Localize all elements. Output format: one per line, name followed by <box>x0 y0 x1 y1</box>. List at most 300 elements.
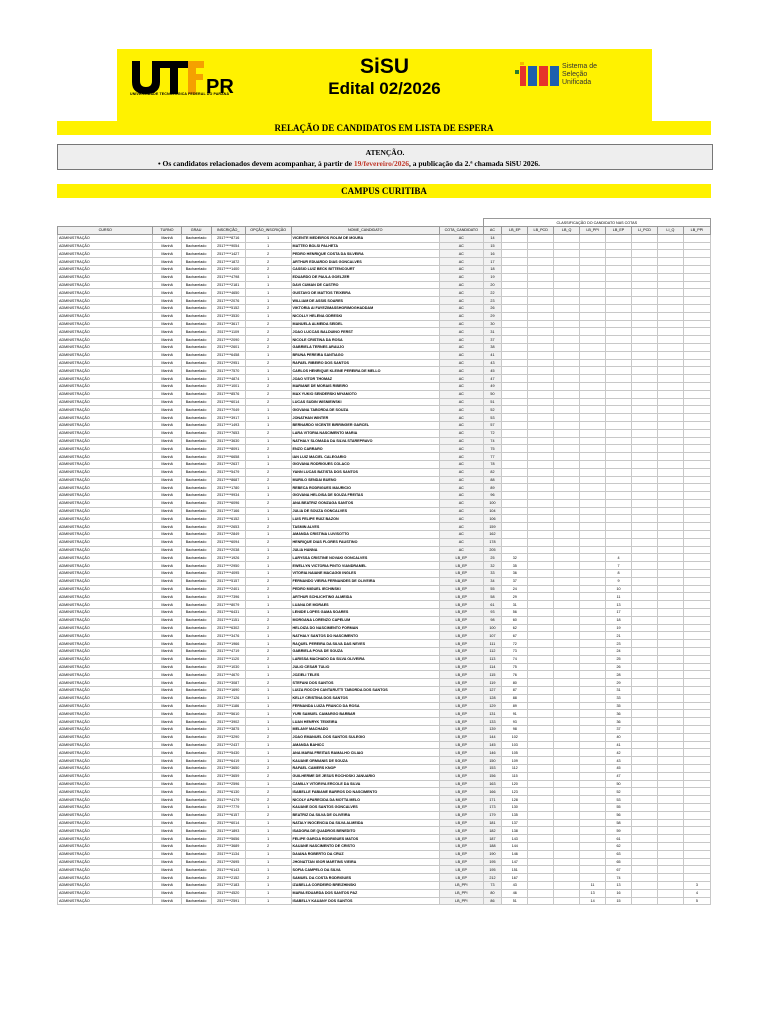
table-cell <box>528 679 554 687</box>
table-cell: 13 <box>606 601 632 609</box>
table-cell <box>657 460 683 468</box>
table-cell: Bacharelado <box>181 811 211 819</box>
table-cell: Bacharelado <box>181 827 211 835</box>
table-cell <box>580 320 606 328</box>
table-cell <box>606 367 632 375</box>
table-cell: 115 <box>483 671 502 679</box>
table-cell <box>606 460 632 468</box>
table-cell: Manhã <box>153 515 181 523</box>
table-cell: Bacharelado <box>181 492 211 500</box>
table-cell <box>528 687 554 695</box>
table-cell <box>528 281 554 289</box>
table-row <box>58 453 711 461</box>
table-row <box>58 468 711 476</box>
table-cell <box>631 523 657 531</box>
table-cell <box>528 694 554 702</box>
table-cell <box>683 694 710 702</box>
table-cell: AC <box>439 390 483 398</box>
table-cell: Manhã <box>153 336 181 344</box>
table-cell <box>554 507 580 515</box>
table-cell <box>502 304 528 312</box>
table-cell <box>683 359 710 367</box>
table-cell: 1 <box>245 819 291 827</box>
table-cell <box>683 281 710 289</box>
table-row <box>58 289 711 297</box>
table-cell: Bacharelado <box>181 297 211 305</box>
table-cell: 2517****3476 <box>211 632 245 640</box>
table-cell <box>554 796 580 804</box>
table-cell: Manhã <box>153 772 181 780</box>
table-cell <box>528 897 554 905</box>
table-cell: 1 <box>245 749 291 757</box>
table-cell: 50 <box>483 390 502 398</box>
table-cell: ADMINISTRAÇÃO <box>58 265 153 273</box>
table-cell <box>554 297 580 305</box>
table-cell: 37 <box>502 577 528 585</box>
table-cell <box>528 780 554 788</box>
table-cell: 14 <box>580 897 606 905</box>
table-cell: Bacharelado <box>181 648 211 656</box>
table-cell <box>528 593 554 601</box>
table-cell: 178 <box>483 538 502 546</box>
table-cell: AC <box>439 460 483 468</box>
table-cell: 58 <box>483 593 502 601</box>
table-row <box>58 679 711 687</box>
table-cell: Manhã <box>153 320 181 328</box>
table-cell <box>554 304 580 312</box>
column-header: LB_PPI <box>580 227 606 235</box>
table-cell: 24 <box>606 648 632 656</box>
column-header: LI_PCD <box>631 227 657 235</box>
table-cell: 3 <box>683 881 710 889</box>
table-cell <box>528 585 554 593</box>
table-cell <box>580 687 606 695</box>
table-cell <box>528 601 554 609</box>
table-cell <box>631 897 657 905</box>
table-cell: 41 <box>606 741 632 749</box>
table-cell <box>657 609 683 617</box>
table-cell: Manhã <box>153 741 181 749</box>
table-cell: LB_EP <box>439 718 483 726</box>
table-cell <box>683 577 710 585</box>
table-cell: Bacharelado <box>181 616 211 624</box>
table-cell <box>683 538 710 546</box>
table-cell: AC <box>439 414 483 422</box>
table-row <box>58 343 711 351</box>
table-cell: Manhã <box>153 562 181 570</box>
table-cell: LB_PPI <box>439 889 483 897</box>
table-cell <box>631 382 657 390</box>
table-cell: 1 <box>245 507 291 515</box>
table-cell: 167 <box>502 874 528 882</box>
table-cell: Bacharelado <box>181 889 211 897</box>
table-cell: ADMINISTRAÇÃO <box>58 687 153 695</box>
table-cell <box>580 640 606 648</box>
table-cell: Bacharelado <box>181 562 211 570</box>
table-cell <box>631 429 657 437</box>
table-cell: 133 <box>483 718 502 726</box>
table-cell: 75 <box>502 663 528 671</box>
table-row <box>58 515 711 523</box>
table-cell <box>580 694 606 702</box>
table-cell: Bacharelado <box>181 312 211 320</box>
table-cell <box>657 881 683 889</box>
table-row <box>58 718 711 726</box>
table-cell: 2517****2090 <box>211 336 245 344</box>
table-cell: ADMINISTRAÇÃO <box>58 609 153 617</box>
table-row <box>58 445 711 453</box>
table-cell <box>657 710 683 718</box>
table-cell: Manhã <box>153 398 181 406</box>
table-cell <box>657 343 683 351</box>
table-cell: LB_EP <box>439 601 483 609</box>
table-cell <box>528 265 554 273</box>
table-cell: JONATHAN WINTER <box>291 414 439 422</box>
table-cell: GABRIELA TERNES ARAUJO <box>291 343 439 351</box>
table-cell <box>657 718 683 726</box>
table-cell <box>631 889 657 897</box>
table-cell <box>580 733 606 741</box>
table-cell <box>528 484 554 492</box>
table-cell: ADMINISTRAÇÃO <box>58 538 153 546</box>
table-row <box>58 523 711 531</box>
table-cell: 2517****4874 <box>211 375 245 383</box>
table-cell <box>657 546 683 554</box>
table-cell <box>580 250 606 258</box>
table-cell <box>631 741 657 749</box>
table-cell <box>528 297 554 305</box>
table-cell <box>580 764 606 772</box>
table-cell: 2517****1690 <box>211 687 245 695</box>
table-cell: Manhã <box>153 842 181 850</box>
table-cell <box>631 390 657 398</box>
table-cell <box>657 273 683 281</box>
table-row <box>58 499 711 507</box>
table-cell: VIKTORIA AI FAYEZIMASSHORIMOGHADDAM <box>291 304 439 312</box>
table-cell <box>528 632 554 640</box>
table-cell: 2517****2951 <box>211 359 245 367</box>
table-cell: 52 <box>606 788 632 796</box>
table-cell <box>580 546 606 554</box>
table-cell: 128 <box>483 694 502 702</box>
table-cell: ADMINISTRAÇÃO <box>58 679 153 687</box>
table-cell <box>657 507 683 515</box>
table-cell: 2 <box>245 788 291 796</box>
table-cell <box>528 741 554 749</box>
table-cell: 2517****4520 <box>211 889 245 897</box>
table-cell: AC <box>439 289 483 297</box>
table-cell: 19 <box>483 273 502 281</box>
table-cell: 47 <box>483 375 502 383</box>
table-cell <box>683 850 710 858</box>
table-cell: REBECA RODRIGUES MAURICIO <box>291 484 439 492</box>
table-cell: 1 <box>245 414 291 422</box>
table-cell <box>554 577 580 585</box>
table-cell: Bacharelado <box>181 749 211 757</box>
table-cell <box>528 811 554 819</box>
table-cell: LB_EP <box>439 648 483 656</box>
table-cell <box>631 499 657 507</box>
table-cell <box>683 718 710 726</box>
table-cell: 50 <box>606 780 632 788</box>
table-cell: LUAN HENRYK TEIXEIRA <box>291 718 439 726</box>
table-cell: 58 <box>606 819 632 827</box>
table-cell: ADMINISTRAÇÃO <box>58 601 153 609</box>
table-cell: AC <box>439 445 483 453</box>
table-cell: 9 <box>606 577 632 585</box>
table-cell: LB_EP <box>439 624 483 632</box>
table-cell <box>528 234 554 242</box>
table-cell <box>683 492 710 500</box>
table-cell: Bacharelado <box>181 835 211 843</box>
table-cell <box>683 390 710 398</box>
table-cell: 163 <box>483 780 502 788</box>
table-row <box>58 250 711 258</box>
table-cell <box>528 726 554 734</box>
table-cell <box>657 679 683 687</box>
table-cell <box>554 359 580 367</box>
table-cell: 1 <box>245 234 291 242</box>
table-cell: Manhã <box>153 414 181 422</box>
table-cell: Bacharelado <box>181 328 211 336</box>
column-header: LB_PPI <box>683 227 710 235</box>
table-cell: 1 <box>245 601 291 609</box>
table-cell <box>606 382 632 390</box>
table-cell: Manhã <box>153 593 181 601</box>
table-cell: Manhã <box>153 764 181 772</box>
table-cell: JOAO EMANUEL DOS SANTOS SULEGIO <box>291 733 439 741</box>
table-cell: Manhã <box>153 694 181 702</box>
table-cell: 21 <box>606 632 632 640</box>
table-cell: 115 <box>502 772 528 780</box>
table-cell: 1 <box>245 375 291 383</box>
table-cell: AC <box>439 343 483 351</box>
table-cell: 2517****4719 <box>211 648 245 656</box>
table-cell <box>683 406 710 414</box>
table-cell: Bacharelado <box>181 258 211 266</box>
table-cell: Manhã <box>153 648 181 656</box>
table-cell: Bacharelado <box>181 421 211 429</box>
table-cell <box>606 414 632 422</box>
table-cell: ADMINISTRAÇÃO <box>58 881 153 889</box>
table-cell: 2517****6431 <box>211 609 245 617</box>
table-cell <box>580 757 606 765</box>
table-cell: Manhã <box>153 655 181 663</box>
table-row <box>58 663 711 671</box>
table-cell <box>657 398 683 406</box>
table-cell <box>528 343 554 351</box>
table-cell <box>580 718 606 726</box>
table-cell <box>631 764 657 772</box>
table-cell <box>657 234 683 242</box>
table-row <box>58 460 711 468</box>
quota-group-header: CLASSIFICAÇÃO DO CANDIDATO NAS COTAS <box>483 219 710 227</box>
table-cell: Manhã <box>153 258 181 266</box>
table-cell: 1 <box>245 889 291 897</box>
table-cell: 1 <box>245 273 291 281</box>
table-cell <box>631 414 657 422</box>
table-cell <box>657 585 683 593</box>
table-cell <box>657 515 683 523</box>
table-cell: AC <box>439 336 483 344</box>
table-row <box>58 484 711 492</box>
table-cell <box>683 616 710 624</box>
table-cell: ADMINISTRAÇÃO <box>58 554 153 562</box>
table-cell <box>606 531 632 539</box>
table-cell <box>554 258 580 266</box>
table-cell: ADMINISTRAÇÃO <box>58 648 153 656</box>
table-cell: Bacharelado <box>181 780 211 788</box>
table-cell: 63 <box>606 850 632 858</box>
table-cell: LB_EP <box>439 749 483 757</box>
table-cell: 113 <box>483 655 502 663</box>
table-cell: 5 <box>683 897 710 905</box>
table-cell: 2517****2437 <box>211 741 245 749</box>
table-cell <box>580 234 606 242</box>
table-cell <box>631 811 657 819</box>
table-cell: Manhã <box>153 616 181 624</box>
table-cell <box>606 242 632 250</box>
table-cell: 1 <box>245 757 291 765</box>
table-cell <box>528 772 554 780</box>
table-cell: 100 <box>483 499 502 507</box>
table-cell: 2517****6157 <box>211 811 245 819</box>
table-cell <box>554 601 580 609</box>
table-cell <box>631 632 657 640</box>
table-cell <box>683 819 710 827</box>
table-cell: 2517****6014 <box>211 398 245 406</box>
table-cell: 162 <box>483 531 502 539</box>
table-cell <box>528 655 554 663</box>
table-cell: Bacharelado <box>181 242 211 250</box>
table-cell <box>528 390 554 398</box>
table-cell: AC <box>439 304 483 312</box>
table-cell: 53 <box>606 796 632 804</box>
table-cell: ADMINISTRAÇÃO <box>58 343 153 351</box>
table-cell <box>631 835 657 843</box>
table-cell: 2517****7779 <box>211 803 245 811</box>
table-cell <box>631 406 657 414</box>
table-cell <box>631 780 657 788</box>
table-cell: 1 <box>245 671 291 679</box>
table-cell: FERNANDO VIEIRA FERNANDES DE OLIVEIRA <box>291 577 439 585</box>
table-cell <box>631 359 657 367</box>
table-cell <box>631 585 657 593</box>
table-cell <box>554 835 580 843</box>
table-cell <box>580 702 606 710</box>
table-cell: 1 <box>245 858 291 866</box>
column-header: TURNO <box>153 227 181 235</box>
table-cell <box>580 655 606 663</box>
table-cell: 1 <box>245 835 291 843</box>
table-cell: ADMINISTRAÇÃO <box>58 624 153 632</box>
table-cell: Manhã <box>153 265 181 273</box>
table-cell <box>683 585 710 593</box>
table-cell: NATHALY SLOMADA DA SILVA STAREPRAVO <box>291 437 439 445</box>
table-row <box>58 367 711 375</box>
table-cell: 38 <box>483 343 502 351</box>
table-cell: Bacharelado <box>181 359 211 367</box>
table-cell <box>554 250 580 258</box>
table-cell: Manhã <box>153 531 181 539</box>
table-cell <box>606 328 632 336</box>
table-cell: NATHALY SANTOS DO NASCIMENTO <box>291 632 439 640</box>
table-row <box>58 328 711 336</box>
table-cell: 35 <box>606 702 632 710</box>
table-cell <box>528 850 554 858</box>
table-cell <box>606 234 632 242</box>
table-cell: AC <box>439 281 483 289</box>
table-cell: Bacharelado <box>181 702 211 710</box>
table-cell: 1 <box>245 710 291 718</box>
table-cell: Bacharelado <box>181 320 211 328</box>
table-cell <box>606 499 632 507</box>
table-cell <box>580 874 606 882</box>
table-cell: 1 <box>245 897 291 905</box>
table-cell <box>631 562 657 570</box>
table-cell <box>554 640 580 648</box>
table-row <box>58 382 711 390</box>
table-cell <box>657 281 683 289</box>
table-cell: Bacharelado <box>181 406 211 414</box>
table-cell: 2517****3902 <box>211 718 245 726</box>
table-cell <box>606 343 632 351</box>
table-cell: LB_EP <box>439 616 483 624</box>
table-cell: YURI SAMUEL CAMARGO BARBAR <box>291 710 439 718</box>
table-cell: ADMINISTRAÇÃO <box>58 796 153 804</box>
table-cell: Bacharelado <box>181 881 211 889</box>
table-cell: 1 <box>245 702 291 710</box>
table-cell <box>580 336 606 344</box>
table-row <box>58 242 711 250</box>
table-cell <box>606 359 632 367</box>
table-cell: Manhã <box>153 803 181 811</box>
table-cell: 1 <box>245 850 291 858</box>
table-cell: LB_EP <box>439 866 483 874</box>
table-cell: Manhã <box>153 343 181 351</box>
table-cell: 2517****5656 <box>211 835 245 843</box>
university-name: UNIVERSIDADE TECNOLÓGICA FEDERAL DO PARANÁ <box>130 92 230 96</box>
table-cell: 1 <box>245 694 291 702</box>
table-cell: 2517****9934 <box>211 492 245 500</box>
table-cell: AC <box>439 398 483 406</box>
table-cell: 107 <box>483 632 502 640</box>
table-cell: 131 <box>483 710 502 718</box>
table-cell <box>657 601 683 609</box>
table-cell: 205 <box>483 546 502 554</box>
table-cell <box>528 796 554 804</box>
table-cell: Bacharelado <box>181 585 211 593</box>
table-cell: 127 <box>483 687 502 695</box>
table-cell <box>580 507 606 515</box>
table-cell: ADMINISTRAÇÃO <box>58 702 153 710</box>
table-cell: Manhã <box>153 796 181 804</box>
table-cell: 51 <box>502 897 528 905</box>
table-cell <box>580 476 606 484</box>
table-cell <box>683 421 710 429</box>
table-cell: LARA VITORIA NASCIMENTO MARIA <box>291 429 439 437</box>
table-cell: LB_EP <box>439 741 483 749</box>
table-cell <box>657 414 683 422</box>
table-cell: Bacharelado <box>181 842 211 850</box>
table-cell: Bacharelado <box>181 265 211 273</box>
table-cell: LB_EP <box>439 803 483 811</box>
table-cell <box>606 281 632 289</box>
table-cell: 2 <box>245 359 291 367</box>
table-cell: LB_EP <box>439 780 483 788</box>
table-cell <box>631 842 657 850</box>
table-cell <box>683 234 710 242</box>
